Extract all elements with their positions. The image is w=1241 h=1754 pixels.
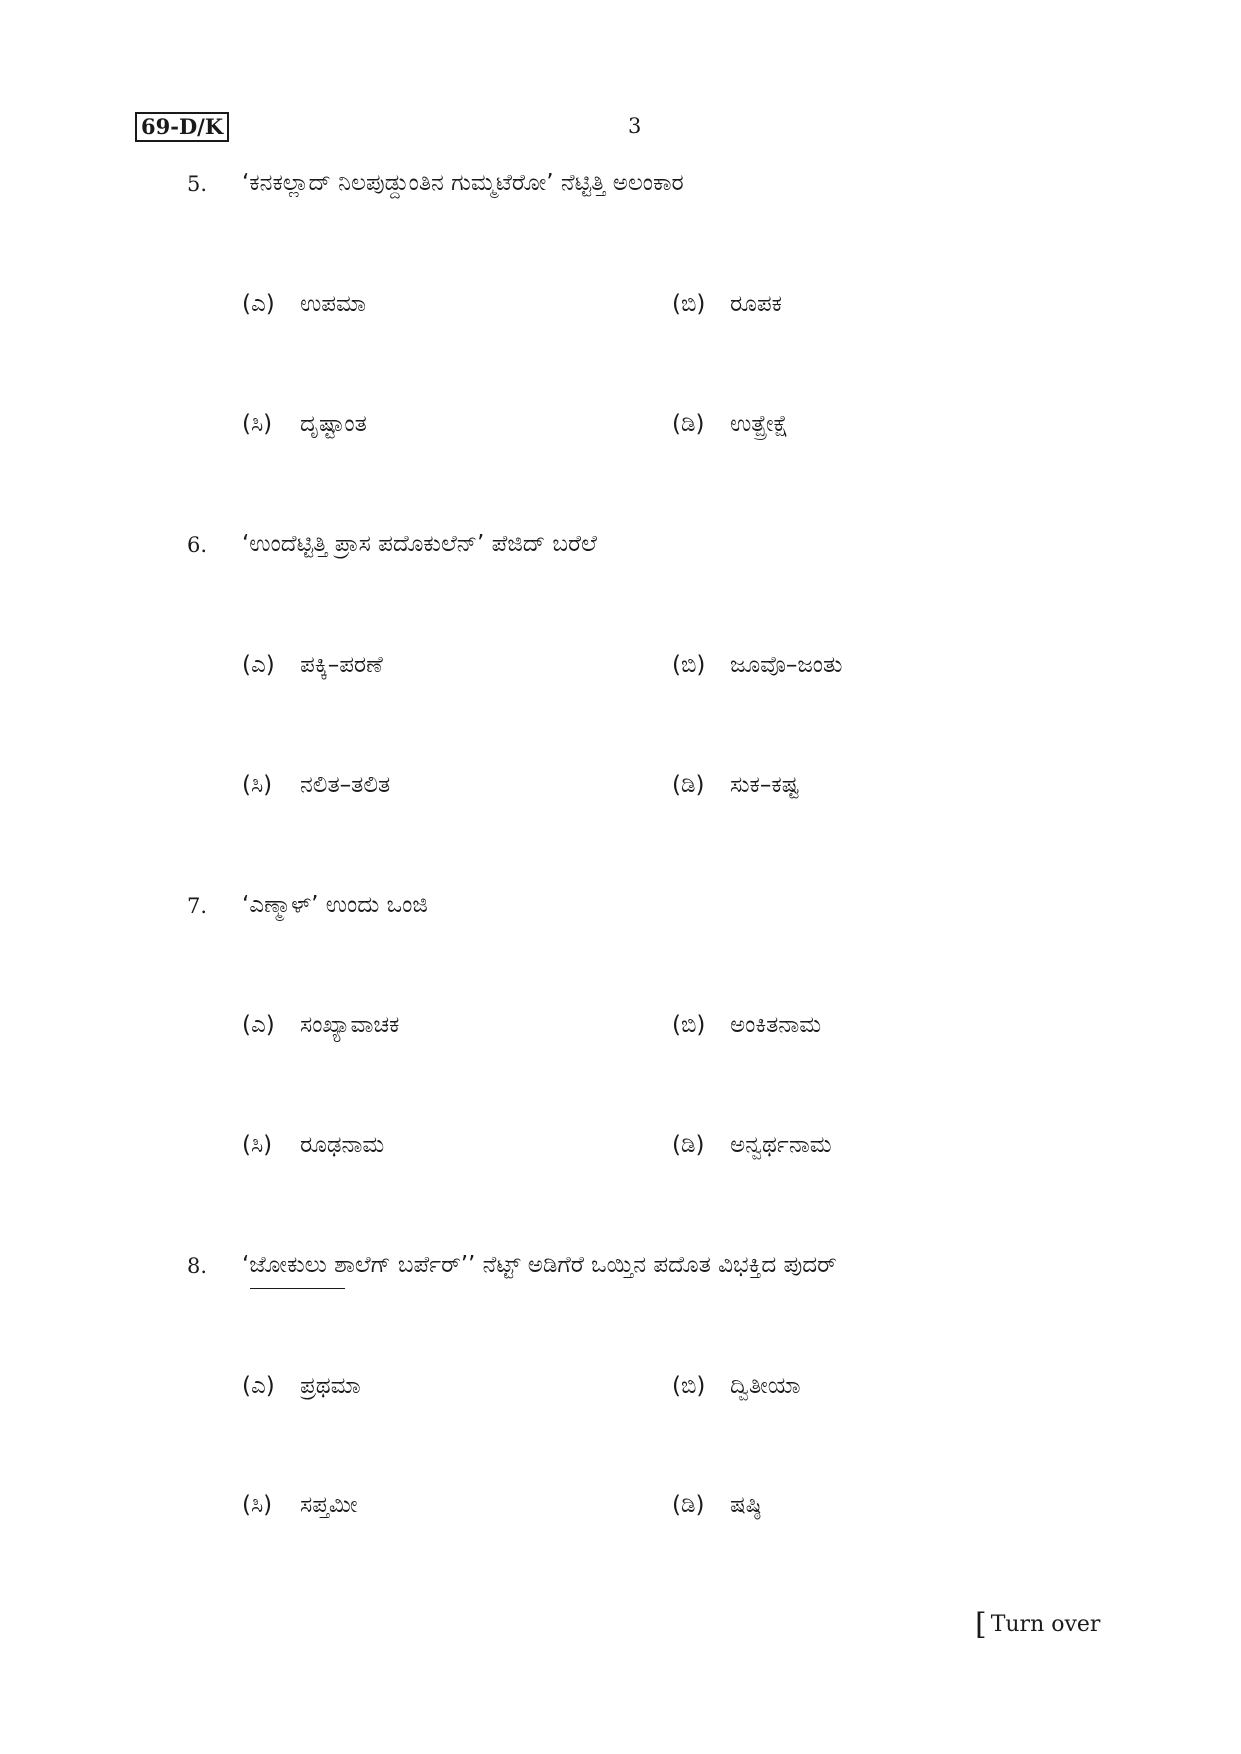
turn-over-text: Turn over bbox=[990, 1612, 1101, 1637]
option-b-letter: (ಬಿ) bbox=[672, 1373, 706, 1399]
option-b-letter: (ಬಿ) bbox=[672, 1012, 706, 1038]
option-a-letter: (ಎ) bbox=[242, 291, 275, 317]
question-text: ‘ಎಣ್ಮಾಳ್’ ಉಂದು ಒಂಜಿ bbox=[242, 892, 428, 918]
option-a-text: ಪಕ್ಕಿ–ಪರಣೆ bbox=[300, 652, 383, 678]
question-text: ‘ಜೋಕುಲು ಶಾಲೆಗ್ ಬರ್ಪೆರ್’’ ನೆಟ್ಟ್ ಅಡಿಗೆರೆ ಒಯ್ತಿನ ಪದೊತ ವಿಭಕ್ತಿದ ಪುದರ್ bbox=[242, 1252, 837, 1278]
question-number: 6. bbox=[187, 533, 208, 557]
option-b-letter: (ಬಿ) bbox=[672, 652, 706, 678]
option-a-text: ಉಪಮಾ bbox=[300, 291, 367, 317]
question-number: 5. bbox=[187, 172, 208, 196]
question-number: 7. bbox=[187, 894, 208, 918]
option-a-text: ಸಂಖ್ಯಾವಾಚಕ bbox=[300, 1012, 400, 1038]
option-c-text: ಸಪ್ತಮೀ bbox=[300, 1492, 358, 1518]
option-a-letter: (ಎ) bbox=[242, 1373, 275, 1399]
option-b-text: ರೂಪಕ bbox=[730, 291, 782, 317]
underline-mark bbox=[250, 1288, 345, 1289]
question-text: ‘ಕನಕಲ್ಲಾದ್ ನಿಲಪುಡ್ದುಂತಿನ ಗುಮ್ಮಟೆರೋ’ ನೆಟ್ಟಿತ್ತಿ ಅಲಂಕಾರ bbox=[242, 170, 684, 196]
option-b-text: ಜೂವೊ–ಜಂತು bbox=[730, 652, 843, 678]
option-c-letter: (ಸಿ) bbox=[242, 411, 273, 437]
option-b-text: ಅಂಕಿತನಾಮ bbox=[730, 1012, 822, 1038]
option-d-text: ಉತ್ಪ್ರೇಕ್ಷೆ bbox=[730, 411, 789, 437]
option-c-text: ನಲಿತ–ತಲಿತ bbox=[300, 772, 391, 798]
paper-code: 69-D/K bbox=[135, 112, 229, 142]
option-d-text: ಸುಕ–ಕಷ್ಟ bbox=[730, 772, 800, 798]
option-c-letter: (ಸಿ) bbox=[242, 1132, 273, 1158]
page-number: 3 bbox=[628, 114, 642, 138]
option-b-text: ದ್ವಿತೀಯಾ bbox=[730, 1373, 801, 1399]
option-a-letter: (ಎ) bbox=[242, 1012, 275, 1038]
option-d-letter: (ಡಿ) bbox=[672, 772, 705, 798]
option-d-text: ಅನ್ವರ್ಥನಾಮ bbox=[730, 1132, 832, 1158]
option-d-text: ಷಷ್ಠಿ bbox=[730, 1492, 762, 1518]
option-c-text: ದೃಷ್ಟಾಂತ bbox=[300, 411, 367, 437]
option-d-letter: (ಡಿ) bbox=[672, 1132, 705, 1158]
option-a-text: ಪ್ರಥಮಾ bbox=[300, 1373, 361, 1399]
option-c-text: ರೂಢನಾಮ bbox=[300, 1132, 385, 1158]
bracket-glyph: [ bbox=[975, 1607, 987, 1642]
option-d-letter: (ಡಿ) bbox=[672, 1492, 705, 1518]
option-c-letter: (ಸಿ) bbox=[242, 1492, 273, 1518]
question-number: 8. bbox=[187, 1254, 208, 1278]
turn-over-note bbox=[975, 1607, 1101, 1642]
question-text: ‘ಉಂದೆಟ್ಟಿತ್ತಿ ಪ್ರಾಸ ಪದೊಕುಲೆನ್’ ಪೆಜಿದ್ ಬರೆಲೆ bbox=[242, 531, 597, 557]
option-c-letter: (ಸಿ) bbox=[242, 772, 273, 798]
option-a-letter: (ಎ) bbox=[242, 652, 275, 678]
option-b-letter: (ಬಿ) bbox=[672, 291, 706, 317]
option-d-letter: (ಡಿ) bbox=[672, 411, 705, 437]
